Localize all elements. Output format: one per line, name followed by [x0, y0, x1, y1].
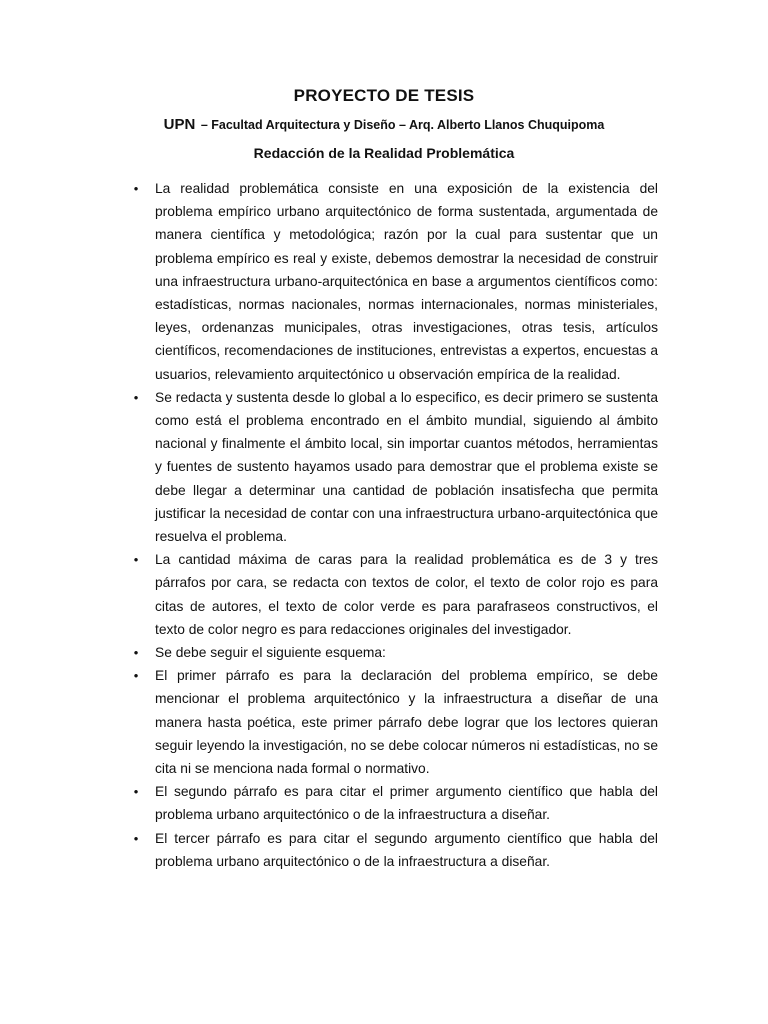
section-title: Redacción de la Realidad Problemática: [253, 145, 515, 161]
list-item-text: El primer párrafo es para la declaración del problema empírico, se debe mencionar el problema arquitectónico y la infraestructura a diseñar de una manera hasta poética, este primer párrafo debe lograr que los lectores quieran seguir leyendo la investigación, no se debe colocar números ni estadísticas, no se cita ni se menciona nada formal o normativo.: [155, 668, 658, 777]
list-item: [133, 386, 658, 548]
document-subtitle: [0, 116, 768, 133]
bullet-icon: •: [133, 552, 139, 568]
list-item: [133, 664, 658, 780]
subtitle-upn: UPN: [163, 116, 196, 133]
bullet-icon: •: [133, 389, 139, 405]
list-item-text: Se redacta y sustenta desde lo global a lo especifico, es decir primero se sustenta como está el problema encontrado en el ámbito mundial, siguiendo al ámbito nacional y finalmente el ámbito local, sin importar cuantos métodos, herramientas y fuentes de sustento hayamos usado para demostrar que el problema existe se debe llegar a determinar una cantidad de población insatisfecha que permita justificar la necesidad de contar con una infraestructura urbano-arquitectónica que resuelva el problema.: [155, 389, 658, 545]
bullet-icon: •: [133, 668, 139, 684]
subtitle-text: – Facultad Arquitectura y Diseño – Arq. Alberto Llanos Chuquipoma: [200, 118, 605, 132]
list-item-text: El tercer párrafo es para citar el segundo argumento científico que habla del problema urbano arquitectónico o de la infraestructura a diseñar.: [155, 830, 658, 869]
list-item-text: Se debe seguir el siguiente esquema:: [155, 645, 386, 661]
list-item: [133, 177, 658, 386]
document-title: PROYECTO DE TESIS: [293, 86, 475, 105]
list-item-text: La realidad problemática consiste en una exposición de la existencia del problema empírico urbano arquitectónico de forma sustentada, argumentada de manera científica y metodológica; razón por la cual para sustentar que un problema empírico es real y existe, debemos demostrar la necesidad de construir una infraestructura urbano-arquitectónica en base a argumentos científicos como: estadísticas, normas nacionales, normas internacionales, normas ministeriales, leyes, ordenanzas municipales, otras investigaciones, otras tesis, artículos científicos, recomendaciones de instituciones, entrevistas a expertos, encuestas a usuarios, relevamiento arquitectónico u observación empírica de la realidad.: [155, 181, 658, 382]
bullet-icon: •: [133, 784, 139, 800]
list-item: [133, 641, 658, 664]
list-item-text: La cantidad máxima de caras para la realidad problemática es de 3 y tres párrafos por cara, se redacta con textos de color, el texto de color rojo es para citas de autores, el texto de color verde es para parafraseos constructivos, el texto de color negro es para redacciones originales del investigador.: [155, 552, 658, 637]
bullet-list: [0, 177, 768, 873]
bullet-icon: •: [133, 181, 139, 196]
bullet-icon: •: [133, 645, 139, 661]
list-item: [133, 548, 658, 641]
list-item-text: El segundo párrafo es para citar el primer argumento científico que habla del problema urbano arquitectónico o de la infraestructura a diseñar.: [155, 784, 658, 823]
list-item: [133, 827, 658, 873]
list-item: [133, 780, 658, 826]
bullet-icon: •: [133, 830, 139, 846]
